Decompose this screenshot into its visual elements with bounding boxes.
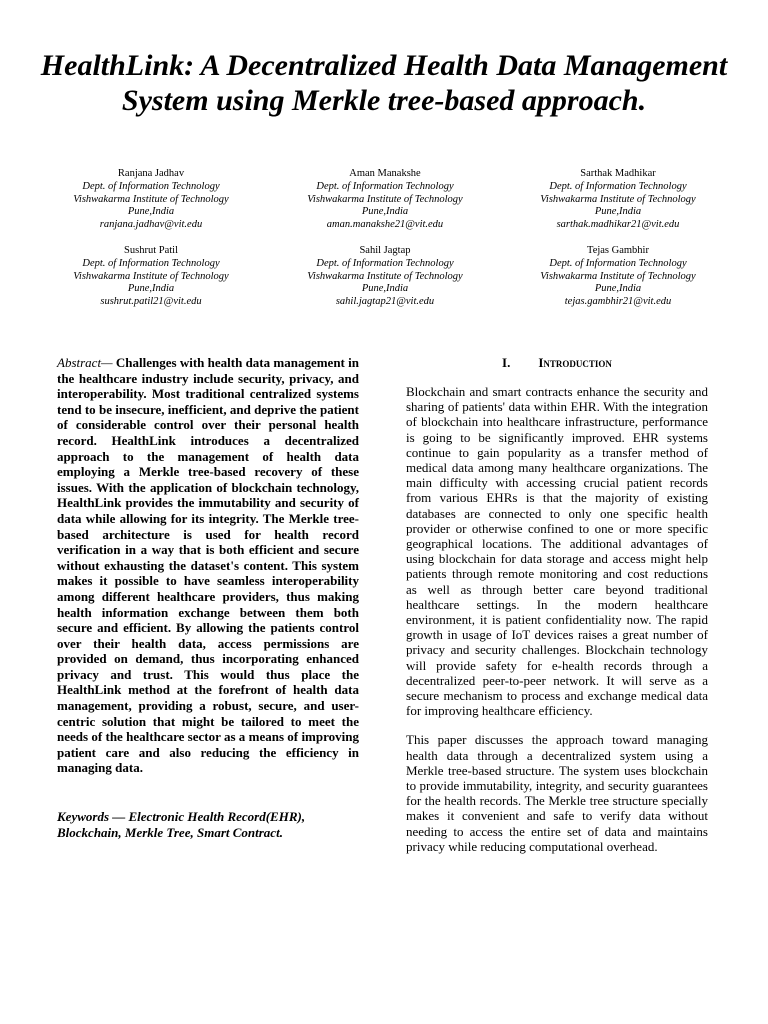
author-card — [270, 168, 500, 232]
author-dept: Dept. of Information Technology — [549, 257, 687, 269]
author-dept: Dept. of Information Technology — [82, 180, 220, 192]
author-card — [36, 168, 266, 232]
author-dept: Dept. of Information Technology — [316, 180, 454, 192]
author-institute: Vishwakarma Institute of Technology — [307, 193, 463, 205]
author-name: Tejas Gambhir — [587, 245, 649, 256]
abstract-label: Abstract— — [57, 355, 113, 370]
author-name: Aman Manakshe — [349, 168, 421, 179]
author-card — [503, 245, 733, 309]
author-email[interactable]: ranjana.jadhav@vit.edu — [99, 219, 203, 231]
author-email[interactable]: sushrut.patil21@vit.edu — [100, 296, 202, 308]
author-city: Pune,India — [594, 206, 642, 218]
author-email[interactable]: sarthak.madhikar21@vit.edu — [556, 219, 680, 231]
author-institute: Vishwakarma Institute of Technology — [540, 193, 696, 205]
author-name: Sarthak Madhikar — [580, 168, 656, 179]
author-institute: Vishwakarma Institute of Technology — [73, 270, 229, 282]
author-dept: Dept. of Information Technology — [549, 180, 687, 192]
author-institute: Vishwakarma Institute of Technology — [307, 270, 463, 282]
author-email[interactable]: tejas.gambhir21@vit.edu — [564, 296, 672, 308]
author-name: Sahil Jagtap — [359, 245, 411, 256]
author-city: Pune,India — [127, 206, 175, 218]
author-dept: Dept. of Information Technology — [316, 257, 454, 269]
author-dept: Dept. of Information Technology — [82, 257, 220, 269]
author-email[interactable]: aman.manakshe21@vit.edu — [326, 219, 444, 231]
section-heading — [406, 355, 708, 371]
author-institute: Vishwakarma Institute of Technology — [73, 193, 229, 205]
author-city: Pune,India — [361, 206, 409, 218]
abstract-body: Challenges with health data management in the healthcare industry include security, privacy, and interoperability. Most traditional centralized systems tend to be insecure, inefficient, and deprive the patient of considerable control over their personal health record. HealthLink introduces a decentralized approach to the management of health data employing a Merkle tree-based recovery of these issues. With the application of blockchain technology, HealthLink provides the immutability and security of data while allowing for its integrity. The Merkle tree-based architecture is used for health record verification in a way that is both efficient and secure without exhausting the dataset's content. This system makes it possible to have seamless interoperability among different healthcare providers, thus making health information exchange between them both secure and efficient. By allowing the patients control over their health data, access permissions are provided on demand, thus incorporating enhanced privacy and trust. This would thus place the HealthLink method at the forefront of health data management, providing a robust, secure, and user-centric solution that might be tailored to meet the needs of the healthcare sector as a means of improving patient care and also reducing the efficiency in managing data. — [57, 355, 359, 776]
author-name: Sushrut Patil — [124, 245, 178, 256]
author-city: Pune,India — [361, 283, 409, 295]
keywords: Keywords — Electronic Health Record(EHR), Blockchain, Merkle Tree, Smart Contract. — [57, 809, 306, 840]
author-city: Pune,India — [127, 283, 175, 295]
section-title: Introduction — [538, 355, 612, 370]
section-number: I. — [502, 355, 511, 370]
abstract — [57, 355, 359, 776]
author-name: Ranjana Jadhav — [117, 168, 185, 179]
paper-title: HealthLink: A Decentralized Health Data Management System using Merkle tree-based approach. — [40, 49, 728, 117]
author-email[interactable]: sahil.jagtap21@vit.edu — [335, 296, 435, 308]
intro-paragraph: Blockchain and smart contracts enhance the security and sharing of patients' data within EHR. With the integration of blockchain into healthcare infrastructure, performance is going to be significantly improved. EHR systems continue to gain popularity as a transfer method of medical data among many healthcare organizations. The main difficulty with accessing crucial patient records from various EHRs is that the majority of existing databases are connected to only one specific health provider or otherwise confined to one or more specific geographical locations. The additional advantages of using blockchain for data storage and access might help patients through remote monitoring and cost reductions as well as through better care beyond traditional healthcare settings. In the modern healthcare environment, it is patient confidentiality now. The rapid growth in usage of IoT devices raises a great number of privacy and security challenges. Blockchain technology will provide safety for e-health records through a decentralized peer-to-peer network. It will serve as a secure mechanism to process and exchange medical data for improving healthcare efficiency. — [406, 384, 708, 719]
author-city: Pune,India — [594, 283, 642, 295]
author-card — [270, 245, 500, 309]
author-card — [36, 245, 266, 309]
author-institute: Vishwakarma Institute of Technology — [540, 270, 696, 282]
author-card — [503, 168, 733, 232]
intro-paragraph: This paper discusses the approach toward managing health data through a decentralized system using a Merkle tree-based structure. The system uses blockchain to provide immutability, integrity, and security guarantees for the health records. The Merkle tree structure specially makes it convenient and safe to verify data without needing to access the entire set of data and maintains privacy while reducing computational overhead. — [406, 732, 708, 854]
right-column — [406, 355, 708, 854]
left-column — [57, 355, 359, 840]
